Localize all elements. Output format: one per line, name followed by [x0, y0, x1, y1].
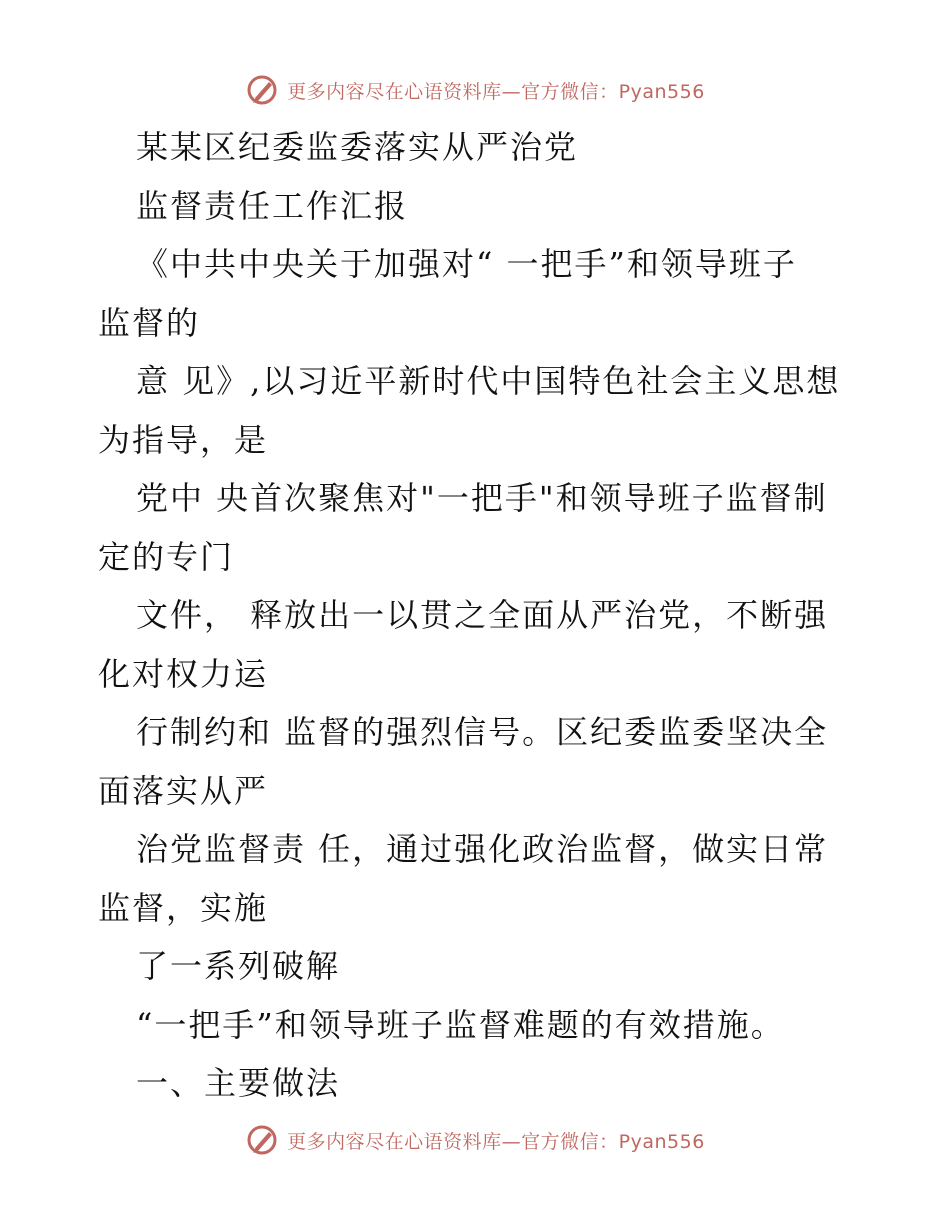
text-line: 《中共中央关于加强对“ 一把手”和领导班子 [136, 245, 797, 283]
text-line: 为指导，是 [98, 420, 269, 459]
watermark-header [0, 70, 950, 110]
text-line: 文件， 释放出一以贯之全面从严治党，不断强 [136, 596, 829, 634]
document-body [98, 118, 868, 1113]
watermark-footer [0, 1120, 950, 1160]
text-line: “一把手”和领导班子监督难题的有效措施。 [136, 1005, 785, 1044]
text-line: 党中 央首次聚焦对"一把手"和领导班子监督制 [136, 479, 828, 517]
text-line: 面落实从严 [98, 771, 269, 810]
watermark-text: 更多内容尽在心语资料库—官方微信：Pyan556 [287, 80, 705, 103]
pen-logo-icon [245, 73, 279, 107]
text-line: 定的专门 [98, 537, 235, 576]
text-line: 监督责任工作汇报 [136, 186, 409, 225]
watermark-text: 更多内容尽在心语资料库—官方微信：Pyan556 [287, 1130, 705, 1153]
text-line: 监督的 [98, 303, 201, 342]
text-line: 监督，实施 [98, 888, 269, 927]
text-line: 治党监督责 任，通过强化政治监督，做实日常 [136, 830, 829, 868]
text-line: 化对权力运 [98, 654, 269, 693]
text-line: 行制约和 监督的强烈信号。区纪委监委坚决全 [136, 713, 829, 751]
text-line: 了一系列破解 [136, 947, 341, 985]
pen-logo-icon [245, 1123, 279, 1157]
text-line: 意 见》,以习近平新时代中国特色社会主义思想 [136, 362, 841, 400]
section-heading: 一、主要做法 [136, 1064, 341, 1102]
text-line: 某某区纪委监委落实从严治党 [136, 128, 579, 166]
